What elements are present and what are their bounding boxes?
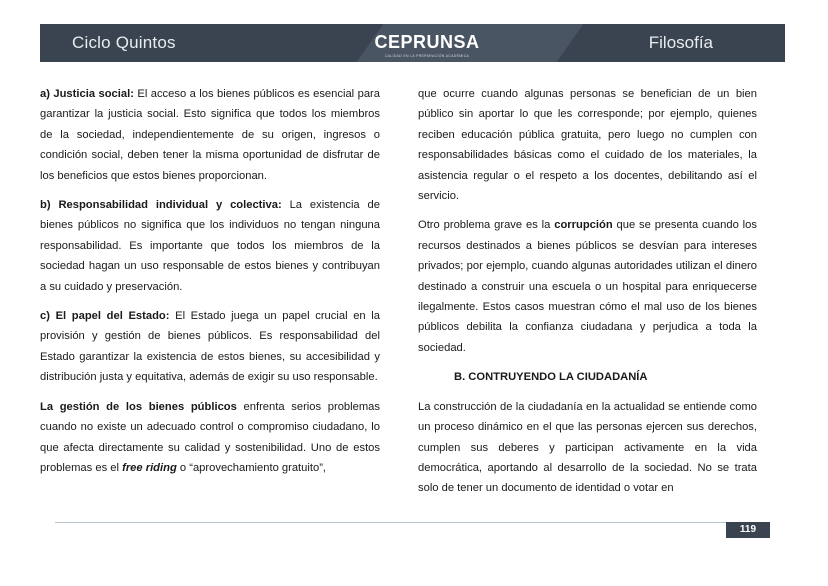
ceprunsa-logo	[372, 32, 482, 58]
header-course-title: Ciclo Quintos	[72, 33, 176, 52]
paragraph-text: que se presenta cuando los recursos destinados a bienes públicos se desvían para intereses privados; por ejemplo, cuando algunas autoridades utilizan el dinero destinado a construir una escuela o un hospital para enriquecerse ilegalmente. Estos casos muestran cómo el mal uso de los bienes públicos debilita la confianza ciudadana y perjudica a toda la sociedad.	[418, 219, 757, 354]
paragraph-text: enfrenta serios problemas cuando no existe un adecuado control o compromiso ciudadano, lo que afecta directamente su calidad y sostenibilidad. Uno de estos problemas es el	[40, 400, 380, 474]
paragraph-text: El acceso a los bienes públicos es esencial para garantizar la justicia social. Esto significa que todos los miembros de la sociedad, independientemente de su origen, ingresos o condición social, deben tener la misma oportunidad de disfrutar de los beneficios que estos bienes proporcionan.	[40, 88, 380, 182]
paragraph-ciudadania	[418, 397, 757, 499]
paragraph-papel-estado	[40, 306, 380, 388]
paragraph-label: b) Responsabilidad individual y colectiva:	[40, 199, 282, 212]
paragraph-text: o “aprovechamiento gratuito”,	[176, 461, 327, 474]
paragraph-justicia-social	[40, 84, 380, 186]
page-header	[40, 24, 785, 62]
paragraph-text: El Estado juega un papel crucial en la provisión y gestión de bienes públicos. Es responsabilidad del Estado garantizar la existencia de estos bienes, su accesibilidad y distribución justa y equitativa, además de exigir su uso responsable.	[40, 310, 380, 384]
logo-text: CEPRUNSA	[374, 32, 480, 52]
page-number: 119	[726, 522, 770, 538]
paragraph-text: La construcción de la ciudadanía en la actualidad se entiende como un proceso dinámico en el que las personas ejercen sus derechos, cumplen sus deberes y participan activamente en la vida democrática, aportando al desarrollo de la sociedad. No se trata solo de tener un documento de identidad o votar en	[418, 400, 757, 495]
free-riding-term: free riding	[122, 461, 177, 474]
paragraph-responsabilidad	[40, 195, 380, 297]
paragraph-gestion	[40, 397, 380, 479]
left-column	[40, 84, 380, 487]
paragraph-corrupcion	[418, 215, 757, 358]
logo-tagline: CALIDAD EN LA PREPARACIÓN ACADÉMICA	[384, 54, 470, 58]
paragraph-text: que ocurre cuando algunas personas se benefician de un bien público sin aportar lo que les corresponde; por ejemplo, quienes reciben educación pública gratuita, pero luego no cumplen con responsabilidades básicas como el cuidado de los materiales, la asistencia regular o el respeto a los docentes, debilitando así el servicio.	[418, 88, 757, 203]
corrupcion-term: corrupción	[554, 219, 613, 232]
paragraph-label: La gestión de los bienes públicos	[40, 400, 237, 413]
section-heading: B. CONTRUYENDO LA CIUDADANÍA	[454, 371, 648, 384]
paragraph-text: La existencia de bienes públicos no significa que los individuos no tengan ninguna responsabilidad. Es importante que todos los miembros de la sociedad hagan un uso responsable de estos bienes y contribuyan a su cuidado y preservación.	[40, 199, 380, 293]
header-subject-title: Filosofía	[648, 33, 713, 52]
right-column	[418, 84, 757, 508]
paragraph-label: c) El papel del Estado:	[40, 310, 170, 323]
paragraph-label: a) Justicia social:	[40, 88, 134, 100]
paragraph-text: Otro problema grave es la	[418, 219, 555, 232]
paragraph-free-riding-continued	[418, 84, 757, 206]
footer-divider	[55, 522, 770, 523]
